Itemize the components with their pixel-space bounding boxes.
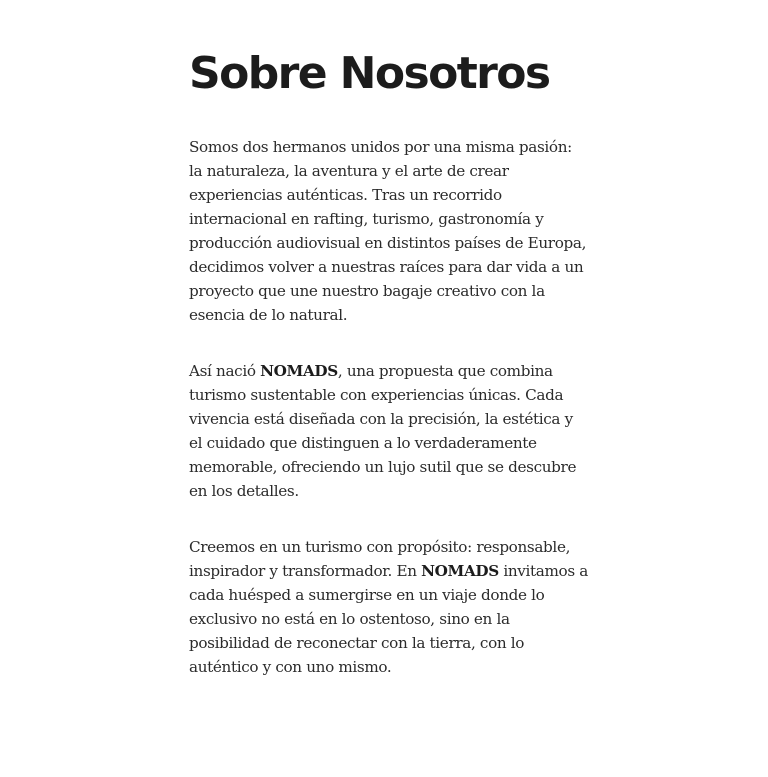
- paragraph-purpose-after: invitamos a cada huésped a sumergirse en un viaje donde lo exclusivo no está en lo ostentoso, sino en la posibilidad de reconectar con la tierra, con lo auténtico y con uno mismo.: [189, 562, 588, 676]
- brand-name: NOMADS: [421, 562, 499, 580]
- about-section: [189, 46, 589, 711]
- paragraph-origin: [189, 359, 589, 503]
- paragraph-origin-before: Así nació: [189, 362, 261, 380]
- brand-name: NOMADS: [260, 362, 338, 380]
- paragraph-purpose-before: Creemos en un turismo con propósito: responsable, inspirador y transformador. En: [189, 538, 571, 580]
- paragraph-purpose: [189, 535, 589, 679]
- paragraph-origin-after: , una propuesta que combina turismo sustentable con experiencias únicas. Cada vivencia está diseñada con la precisión, la estética y el cuidado que distinguen a lo verdaderamente memorable, ofreciendo un lujo sutil que se descubre en los detalles.: [189, 362, 577, 500]
- page-title: Sobre Nosotros: [189, 48, 550, 99]
- paragraph-intro: Somos dos hermanos unidos por una misma pasión: la naturaleza, la aventura y el arte de crear experiencias auténticas. Tras un recorrido internacional en rafting, turismo, gastronomía y producción audiovisual en distintos países de Europa, decidimos volver a nuestras raíces para dar vida a un proyecto que une nuestro bagaje creativo con la esencia de lo natural.: [189, 138, 587, 324]
